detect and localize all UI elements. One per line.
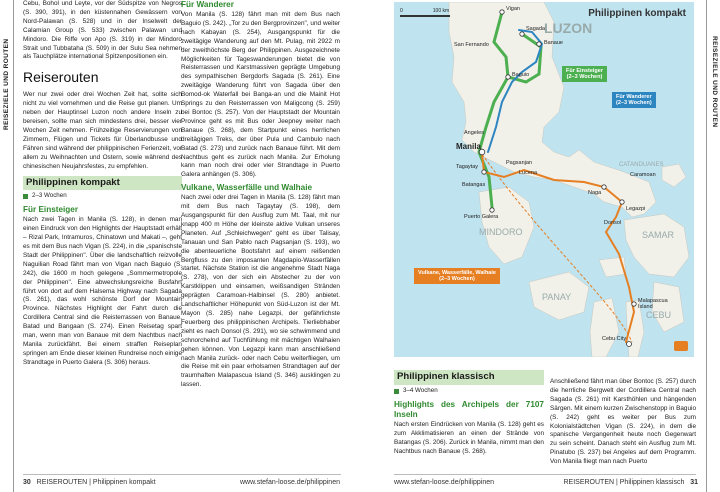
right-col-paragraph: Anschließend fährt man über Bontoc (S. 257) durch die herrliche Bergwelt der Cordillera Central nach Sagada (S. 261) mit Karsthöhlen und hängenden Särgen. Mit einem kurzen Zwischenstopp in Baguio (S. 242) geht es weiter per Bus zum Kolonialstädtchen Vigan (S. 224), in dem die spanische Vergangenheit heute noch Gegenwart zu sein scheint. Danach steht ein Ausflug zum Mt. Pinatubo (S. 237) bei Angeles auf dem Programm. Von Manila fliegt man nach Puerto: [550, 378, 696, 466]
legend-wanderer: [612, 92, 656, 108]
wanderer-paragraph: Von Manila (S. 128) fährt man mit dem Bus nach Baguio (S. 242). „Tor zu den Bergprovinzen", und weiter nach Kabayan (S. 254), Ausgangspunkt für die zweitägige Wanderung auf den Mt. Pulag, mit 2922 m der zweithöchste Berg der Philippinen. Ausgezeichnete Möglichkeiten für Tageswanderungen bietet die von Reisterrassen und Karstmassiven geprägte Umgebung des sympathischen Bergdorfs Sagada (S. 261). Eine zweitägige Wanderung führt von Sagada über den Bomod-ok Waterfall bei Banga-an und die Mainit Hot Springs zu den Reisterrassen von Maligcong (S. 259) bei Bontoc (S. 257). Von der Hauptstadt der Mountain Province geht es mit Bus oder Jeepney weiter nach Banaue (S. 268), dem Startpunkt eines herrlichen dreitägigen Treks, der über Pula und Cambulo nach Batad (S. 273) und zurück nach Banaue führt. Mit dem Nachtbus geht es zurück nach Manila. Zur Erholung kann man noch drei oder vier Strandtage in Puerto Galera anhängen (S. 306).: [181, 11, 340, 179]
place-vigan: Vigan: [506, 6, 520, 12]
region-luzon: LUZON: [544, 20, 593, 36]
place-batangas: Batangas: [462, 182, 486, 188]
right-page-number: 31: [690, 479, 698, 486]
place-donsol: Donsol: [604, 220, 622, 226]
legend-einsteiger: [562, 66, 607, 82]
highlights-paragraph: Nach ersten Eindrücken von Manila (S. 128) geht es zum Akklimatisieren an einen der Strände von Batangas (S. 206). Zurück in Manila, nimmt man den Nachtbus nach Banaue (S. 268).: [394, 420, 544, 455]
legend-vulkane-title: Vulkane, Wasserfälle, Walhaie: [418, 270, 496, 276]
wanderer-heading: Für Wanderer: [181, 0, 234, 9]
place-puerto-galera: Puerto Galera: [464, 214, 499, 220]
right-column-2: [550, 378, 696, 467]
place-naga: Naga: [588, 190, 602, 196]
right-footer-sub: Philippinen klassisch: [619, 479, 685, 486]
legend-wanderer-title: Für Wanderer: [616, 94, 652, 100]
dot-naga: [602, 185, 606, 189]
place-sagada: Sagada: [526, 26, 545, 32]
right-side-tab: [706, 0, 720, 492]
vulkane-paragraph: Nach zwei oder drei Tagen in Manila (S. 128) fährt man mit dem Bus nach Tagaytay (S. 198), dem Ausgangspunkt für den Ausflug zum Mt. Taal, mit nur knapp 400 m Höhe der kleinste aktive Vulkan unseres Planeten. Auf „Schleichwegen" geht es über Talisay, Tanauan und San Pablo nach Pagsanjan (S. 193), wo die abenteuerliche Bootsfahrt auf einem reißenden Bergfluss zu den imposanten Magdapio-Wasserfällen startet. Nächste Station ist die angenehme Stadt Naga (S. 278), von der sich ein Abstecher zu der von Karstklippen und einsamen, weißsandigen Stränden geprägten Caramoan-Halbinsel (S. 280) anbietet. Landschaftlicher Höhepunkt von Süd-Luzon ist der Mt. Mayon (S. 285) nahe Legazpi, der gefährlichste Feuerberg des philippinischen Archipels. Tierliebhaber zieht es nach Donsol (S. 291), wo sie schwimmend und schnorchelnd auf Tuchfühlung mit mächtigen Walhaien gehen können. Von Legazpi kann man anschließend nach Manila zurück- oder nach Cebu weiterfliegen, um die Reise mit ein paar erholsamen Strandtagen auf der traumhaften Malapascua Island (S. 346) ausklingen zu lassen.: [181, 194, 340, 389]
samar-land: [624, 214, 689, 277]
duration-square-icon: [394, 389, 399, 394]
right-footer-rule: [394, 474, 696, 475]
left-footer-sub: Philippinen kompakt: [92, 479, 156, 486]
left-page-number: 30: [23, 479, 31, 486]
einsteiger-heading: Für Einsteiger: [23, 205, 79, 215]
dot-vigan: [500, 10, 504, 14]
place-manila: Manila: [456, 142, 481, 151]
left-footer-rule: [23, 474, 341, 475]
suitcase-icon: [674, 341, 688, 351]
left-column-2: [181, 0, 340, 390]
klassisch-band: Philippinen klassisch: [394, 370, 544, 385]
left-side-tab: [0, 0, 14, 492]
right-footer-section: REISEROUTEN: [563, 479, 615, 486]
region-mindoro: MINDORO: [479, 227, 523, 237]
reiserouten-heading: Reiserouten: [23, 69, 99, 86]
intro-paragraph: Cebu, Bohol und Leyte, vor der Südspitze von Negros (S. 390, 391), in den küstennahen Gewässern von Nord-Palawan (S. 528) und in der Inselwelt der Calamian Group (S. 533) zwischen Palawan und Mindoro. Die Riffe von Apo (S. 319) in der Mindoro Strait und Tubbataha (S. 509) in der Sulu Sea nehmen als Tauchplätze international Spitzenpositionen ein.: [23, 0, 182, 61]
left-side-tab-label: REISEZIELE UND ROUTEN: [3, 38, 10, 130]
mindoro-land: [479, 187, 534, 264]
region-panay: PANAY: [542, 292, 572, 302]
place-cebu-city: Cebu City: [602, 336, 627, 342]
map-title: Philippinen kompakt: [588, 8, 686, 19]
legend-vulkane: [414, 268, 500, 284]
negros-land: [590, 298, 619, 357]
place-malapascua: Malapascua Island: [638, 298, 668, 310]
duration-square-icon: [23, 194, 28, 199]
dot-puerto-galera: [490, 208, 494, 212]
klassisch-duration-row: [394, 387, 544, 396]
place-pagsanjan: Pagsanjan: [506, 160, 532, 166]
left-footer-section: REISEROUTEN: [36, 479, 88, 486]
legend-einsteiger-duration: (2–3 Wochen): [566, 74, 603, 80]
left-column-1: [23, 0, 182, 368]
place-banaue: Banaue: [544, 40, 563, 46]
place-caramoan: Caramoan: [630, 172, 656, 178]
region-samar: SAMAR: [642, 230, 675, 240]
scale-zero: 0: [400, 8, 403, 14]
reiserouten-paragraph: Wer nur zwei oder drei Wochen Zeit hat, sollte sich nicht zu viel vornehmen und die Reise gut planen. Um neben der Hauptinsel Luzon noch andere Inseln zu bereisen, sollte man sich mindestens drei, besser vier Wochen Zeit nehmen. Frühzeitige Reservierungen von Zimmern, Flügen und Tickets für Überlandbusse und Fähren sind während der philippinischen Ferienzeit, vor allem zu Weihnachten und Ostern, sowie während des chinesischen Neujahrsfestes, zu empfehlen.: [23, 91, 182, 170]
region-catanduanes: CATANDUANES: [619, 162, 664, 168]
right-page: [360, 0, 720, 492]
catanduanes-land: [662, 164, 686, 187]
dot-malapascua: [632, 302, 636, 306]
einsteiger-paragraph: Nach zwei Tagen in Manila (S. 128), in denen man einen Eindruck von den Highlights der Hauptstadt erhält – Rizal Park, Intramuros, Chinatown und Makati –, geht es mit dem Bus nach Vigan (S. 224), in die „spanischste Stadt der Philippinen". Über die landschaftlich reizvolle Naguilian Road fährt man von Vigan nach Baguio (S. 242), die 1600 m hoch gelegene „Sommermetropole der Philippinen". Eine abwechslungsreiche Busfahrt führt von dort auf dem Halsema Highway nach Sagada (S. 261), das wohl schönste Dorf der Mountain Province. Nächstes Highlight der Fahrt durch die Cordillera Central sind die Reisterrassen von Banaue, Batad und Bangaan (S. 274). Einen Reisetag spart man, wenn man von Banaue mit dem Nachtbus nach Manila zurückfährt. Bei einem straffen Reiseplan springen am Ende dieser kleinen Rundreise noch einige Strandtage in Puerto Galera (S. 306) heraus.: [23, 216, 182, 366]
place-angeles: Angeles: [464, 130, 484, 136]
region-cebu: CEBU: [646, 310, 672, 320]
right-footer: REISEROUTEN | Philippinen klassisch 31: [563, 479, 698, 486]
legend-einsteiger-title: Für Einsteiger: [566, 68, 603, 74]
vulkane-heading: Vulkane, Wasserfälle und Walhaie: [181, 183, 313, 193]
highlights-heading: Highlights des Archipels der 7107 Inseln: [394, 399, 544, 419]
dot-legazpi: [620, 200, 624, 204]
kompakt-duration-row: [23, 192, 182, 201]
legend-vulkane-duration: (2–3 Wochen): [439, 276, 475, 282]
place-baguio: Baguio: [512, 72, 530, 78]
kompakt-duration: 2–3 Wochen: [32, 192, 67, 200]
right-column-1: [394, 370, 544, 456]
place-tagaytay: Tagaytay: [456, 164, 479, 170]
left-footer-url[interactable]: www.stefan-loose.de/philippinen: [239, 479, 340, 486]
scale-bar: [400, 15, 450, 17]
dot-sagada: [520, 32, 524, 36]
map-scale: [400, 8, 449, 14]
dot-tagaytay: [482, 170, 486, 174]
right-footer-url[interactable]: www.stefan-loose.de/philippinen: [394, 479, 495, 486]
kompakt-band: Philippinen kompakt: [23, 176, 182, 191]
place-legazpi: Legazpi: [626, 206, 646, 212]
dot-banaue: [537, 42, 541, 46]
scale-hundred: 100 km: [432, 8, 450, 14]
route-map: [394, 2, 694, 357]
legend-wanderer-duration: (2–3 Wochen): [616, 100, 652, 106]
dot-cebu-city: [627, 342, 632, 347]
right-side-tab-label: REISEZIELE UND ROUTEN: [711, 36, 718, 128]
left-footer: 30 REISEROUTEN | Philippinen kompakt: [23, 479, 156, 486]
klassisch-duration: 3–4 Wochen: [403, 386, 438, 394]
place-san-fernando: San Fernando: [454, 42, 489, 48]
dot-baguio: [506, 75, 510, 79]
place-lucena: Lucena: [519, 170, 538, 176]
